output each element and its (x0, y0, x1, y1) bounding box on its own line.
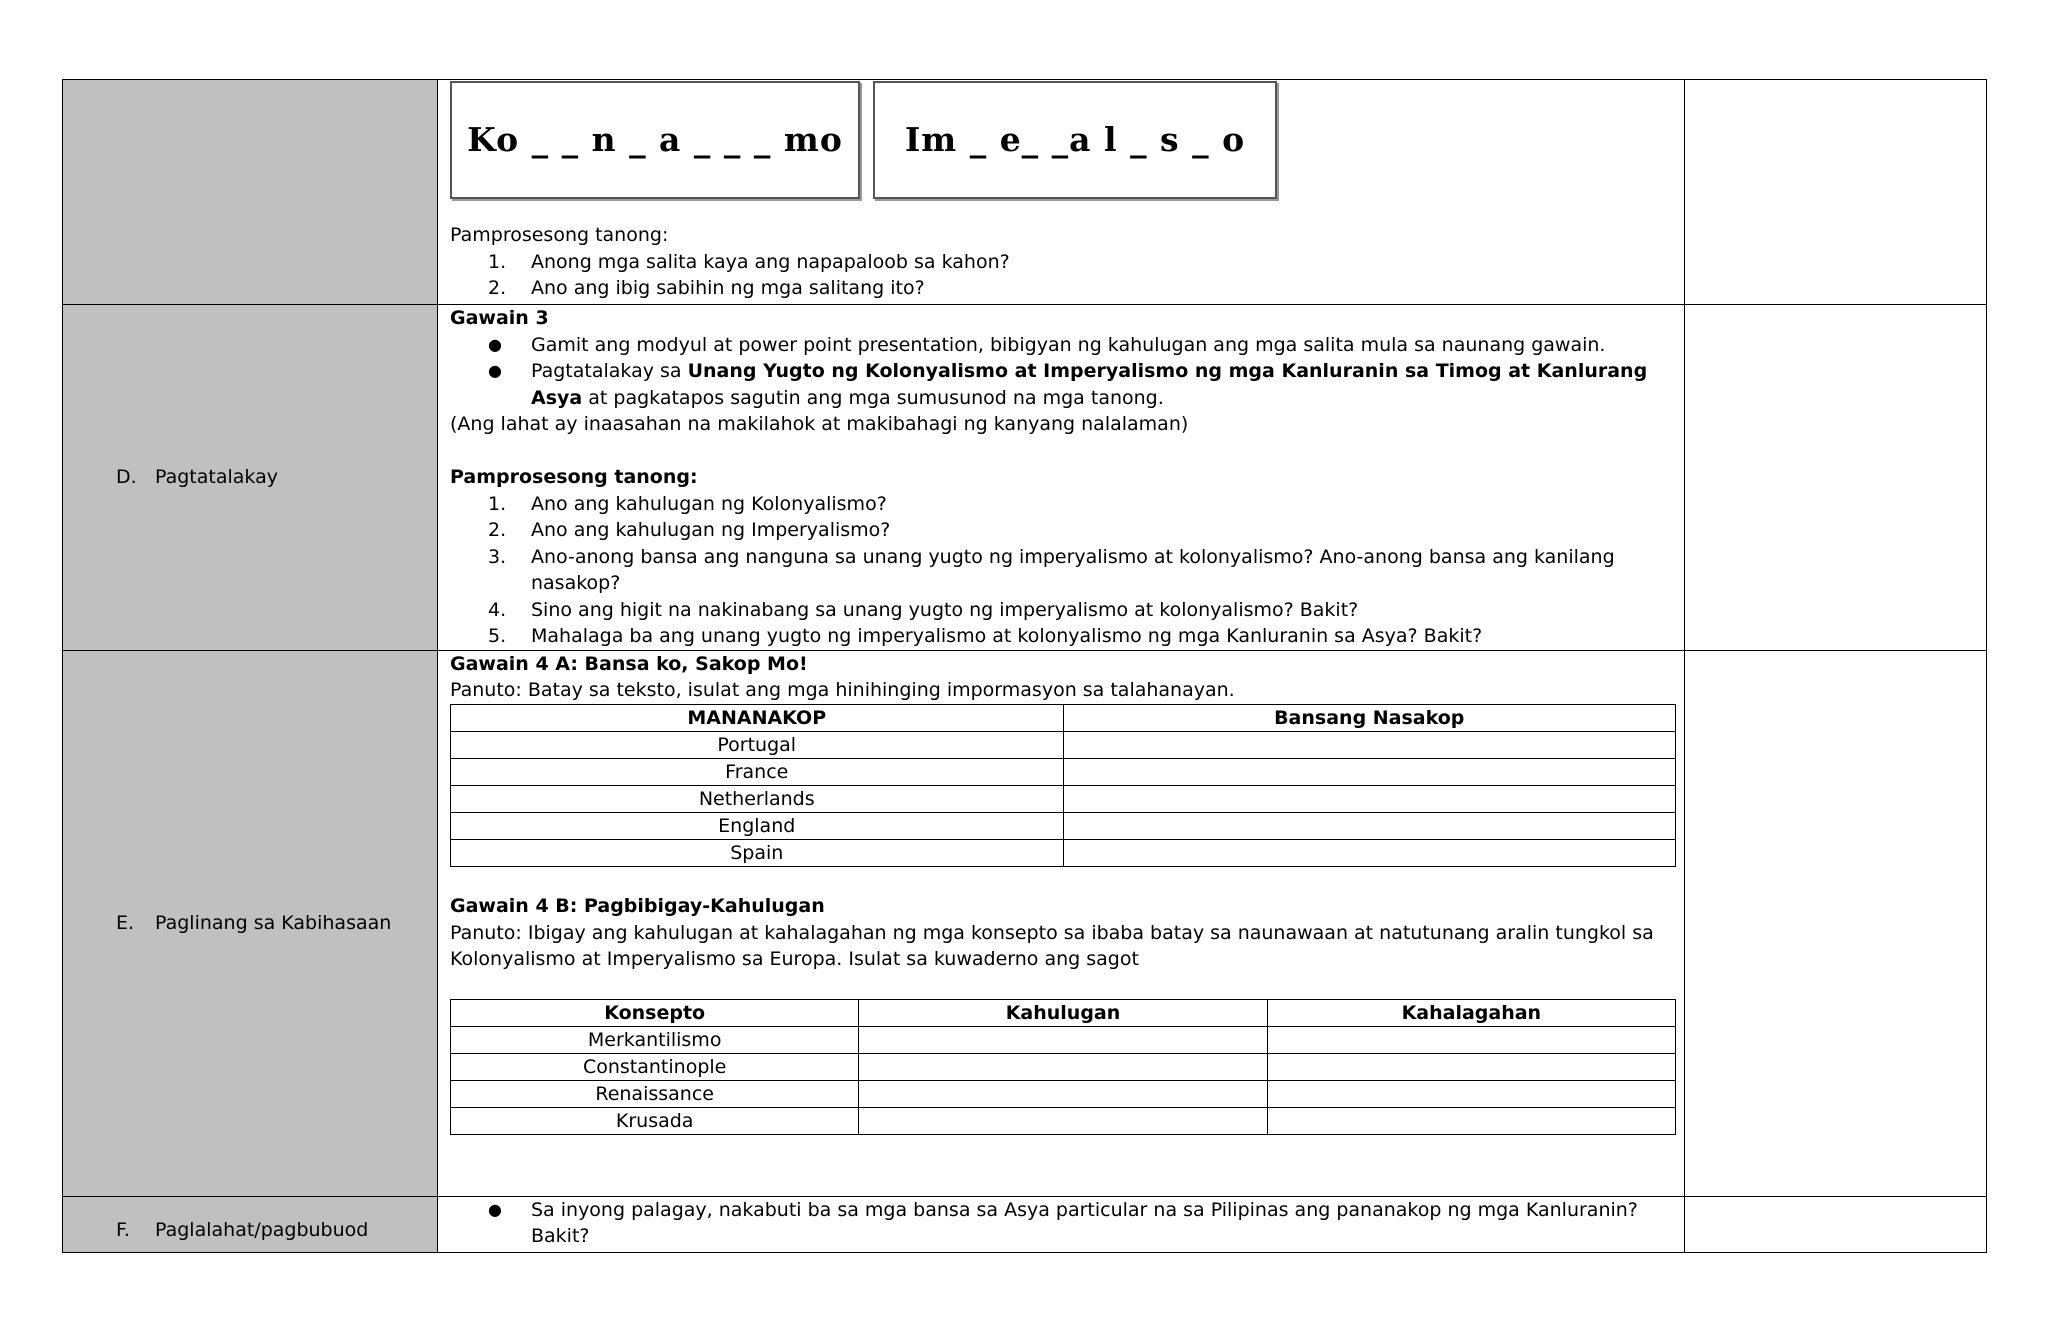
table-row: Constantinople (451, 1054, 1676, 1081)
bullet-icon: ● (488, 334, 502, 354)
row-e-label-cell (63, 650, 438, 1196)
answer-cell (1063, 812, 1676, 839)
table-row: England (451, 812, 1676, 839)
row-f-content-cell (438, 1196, 1685, 1252)
row-c-notes-cell (1685, 80, 1987, 305)
gawain-4b-title: Gawain 4 B: Pagbibigay-Kahulugan (450, 895, 825, 917)
word-box-imperyalismo: Im _ e_ _a l _ s _ o (873, 81, 1277, 199)
table-header: MANANAKOP (451, 704, 1064, 731)
row-d (63, 305, 1987, 651)
row-c-label-cell (63, 80, 438, 305)
word-box-kolonyalismo: Ko _ _ n _ a _ _ _ mo (450, 81, 860, 199)
row-label: Paglalahat/pagbubuod (155, 1219, 369, 1241)
table-row: Netherlands (451, 785, 1676, 812)
answer-cell (1063, 731, 1676, 758)
row-f-notes-cell (1685, 1196, 1987, 1252)
list-item: 5. Mahalaga ba ang unang yugto ng imperyalismo at kolonyalismo ng mga Kanluranin sa Asya? Bakit? (488, 625, 1483, 647)
table-header: Kahulugan (859, 1000, 1267, 1027)
row-letter: E. (116, 912, 135, 934)
row-d-label-cell (63, 305, 438, 651)
table-header: Kahalagahan (1267, 1000, 1675, 1027)
gawain-4a-title: Gawain 4 A: Bansa ko, Sakop Mo! (450, 652, 808, 675)
participation-note: (Ang lahat ay inaasahan na makilahok at makibahagi ng kanyang nalalaman) (450, 413, 1189, 435)
table-row: Krusada (451, 1108, 1676, 1135)
list-item: 2. Ano ang ibig sabihin ng mga salitang ito? (488, 277, 925, 299)
row-d-notes-cell (1685, 305, 1987, 651)
bullet-icon: ● (488, 1199, 502, 1219)
row-e-notes-cell (1685, 650, 1987, 1196)
row-letter: F. (116, 1219, 130, 1241)
table-row: France (451, 758, 1676, 785)
list-item: 4. Sino ang higit na nakinabang sa unang yugto ng imperyalismo at kolonyalismo? Bakit? (488, 598, 1359, 621)
row-label: Pagtatalakay (155, 466, 278, 489)
table-row: Spain (451, 839, 1676, 866)
row-e (63, 650, 1987, 1196)
list-item: 1. Ano ang kahulugan ng Kolonyalismo? (488, 492, 887, 515)
list-item: ● Gamit ang modyul at power point presentation, bibigyan ng kahulugan ang mga salita mula sa naunang gawain. (450, 332, 1672, 359)
gawain-4a-instruction: Panuto: Batay sa teksto, isulat ang mga hinihinging impormasyon sa talahanayan. (450, 679, 1235, 701)
word-boxes (450, 80, 1672, 222)
mananakop-table (450, 704, 1676, 867)
list-item: 1. Anong mga salita kaya ang napapaloob sa kahon? (488, 250, 1010, 273)
list-item: ● Sa inyong palagay, nakabuti ba sa mga bansa sa Asya particular na sa Pilipinas ang pananakop ng mga Kanluranin? Bakit? (450, 1197, 1672, 1250)
bullet-icon: ● (488, 361, 502, 380)
row-f-label-cell (63, 1196, 438, 1252)
konsepto-table (450, 999, 1676, 1135)
table-header: Konsepto (451, 1000, 859, 1027)
list-item: 3. Ano-anong bansa ang nanguna sa unang yugto ng imperyalismo at kolonyalismo? Ano-anong bansa ang kanilang nasakop? (488, 545, 1615, 594)
row-c-content-cell (438, 80, 1685, 305)
row-letter: D. (116, 466, 137, 489)
lesson-plan-page (62, 79, 1985, 1253)
answer-cell (1063, 758, 1676, 785)
table-row: Merkantilismo (451, 1027, 1676, 1054)
row-d-content-cell (438, 305, 1685, 651)
table-header: Bansang Nasakop (1063, 704, 1676, 731)
row-e-content-cell (438, 650, 1685, 1196)
table-row: Portugal (451, 731, 1676, 758)
row-c (63, 80, 1987, 305)
answer-cell (1063, 785, 1676, 812)
answer-cell (1063, 839, 1676, 866)
list-item: 2. Ano ang kahulugan ng Imperyalismo? (488, 519, 891, 541)
row-f (63, 1196, 1987, 1252)
gawain-3-title: Gawain 3 (450, 307, 549, 329)
question-heading: Pamprosesong tanong: (450, 466, 698, 488)
lesson-plan-table (62, 79, 1987, 1253)
list-item: ● Pagtatalakay sa Unang Yugto ng Kolonyalismo at Imperyalismo ng mga Kanluranin sa Timog at Kanlurang Asya at pagkatapos sagutin ang mga sumusunod na mga tanong. (450, 358, 1672, 411)
gawain-4b-instruction: Panuto: Ibigay ang kahulugan at kahalagahan ng mga konsepto sa ibaba batay sa naunawaan at natutunang aralin tungkol sa Kolonyalismo at Imperyalismo sa Europa. Isulat sa kuwaderno ang sagot (450, 921, 1654, 970)
table-row: Renaissance (451, 1081, 1676, 1108)
row-label: Paglinang sa Kabihasaan (155, 912, 392, 934)
question-heading: Pamprosesong tanong: (450, 224, 669, 246)
